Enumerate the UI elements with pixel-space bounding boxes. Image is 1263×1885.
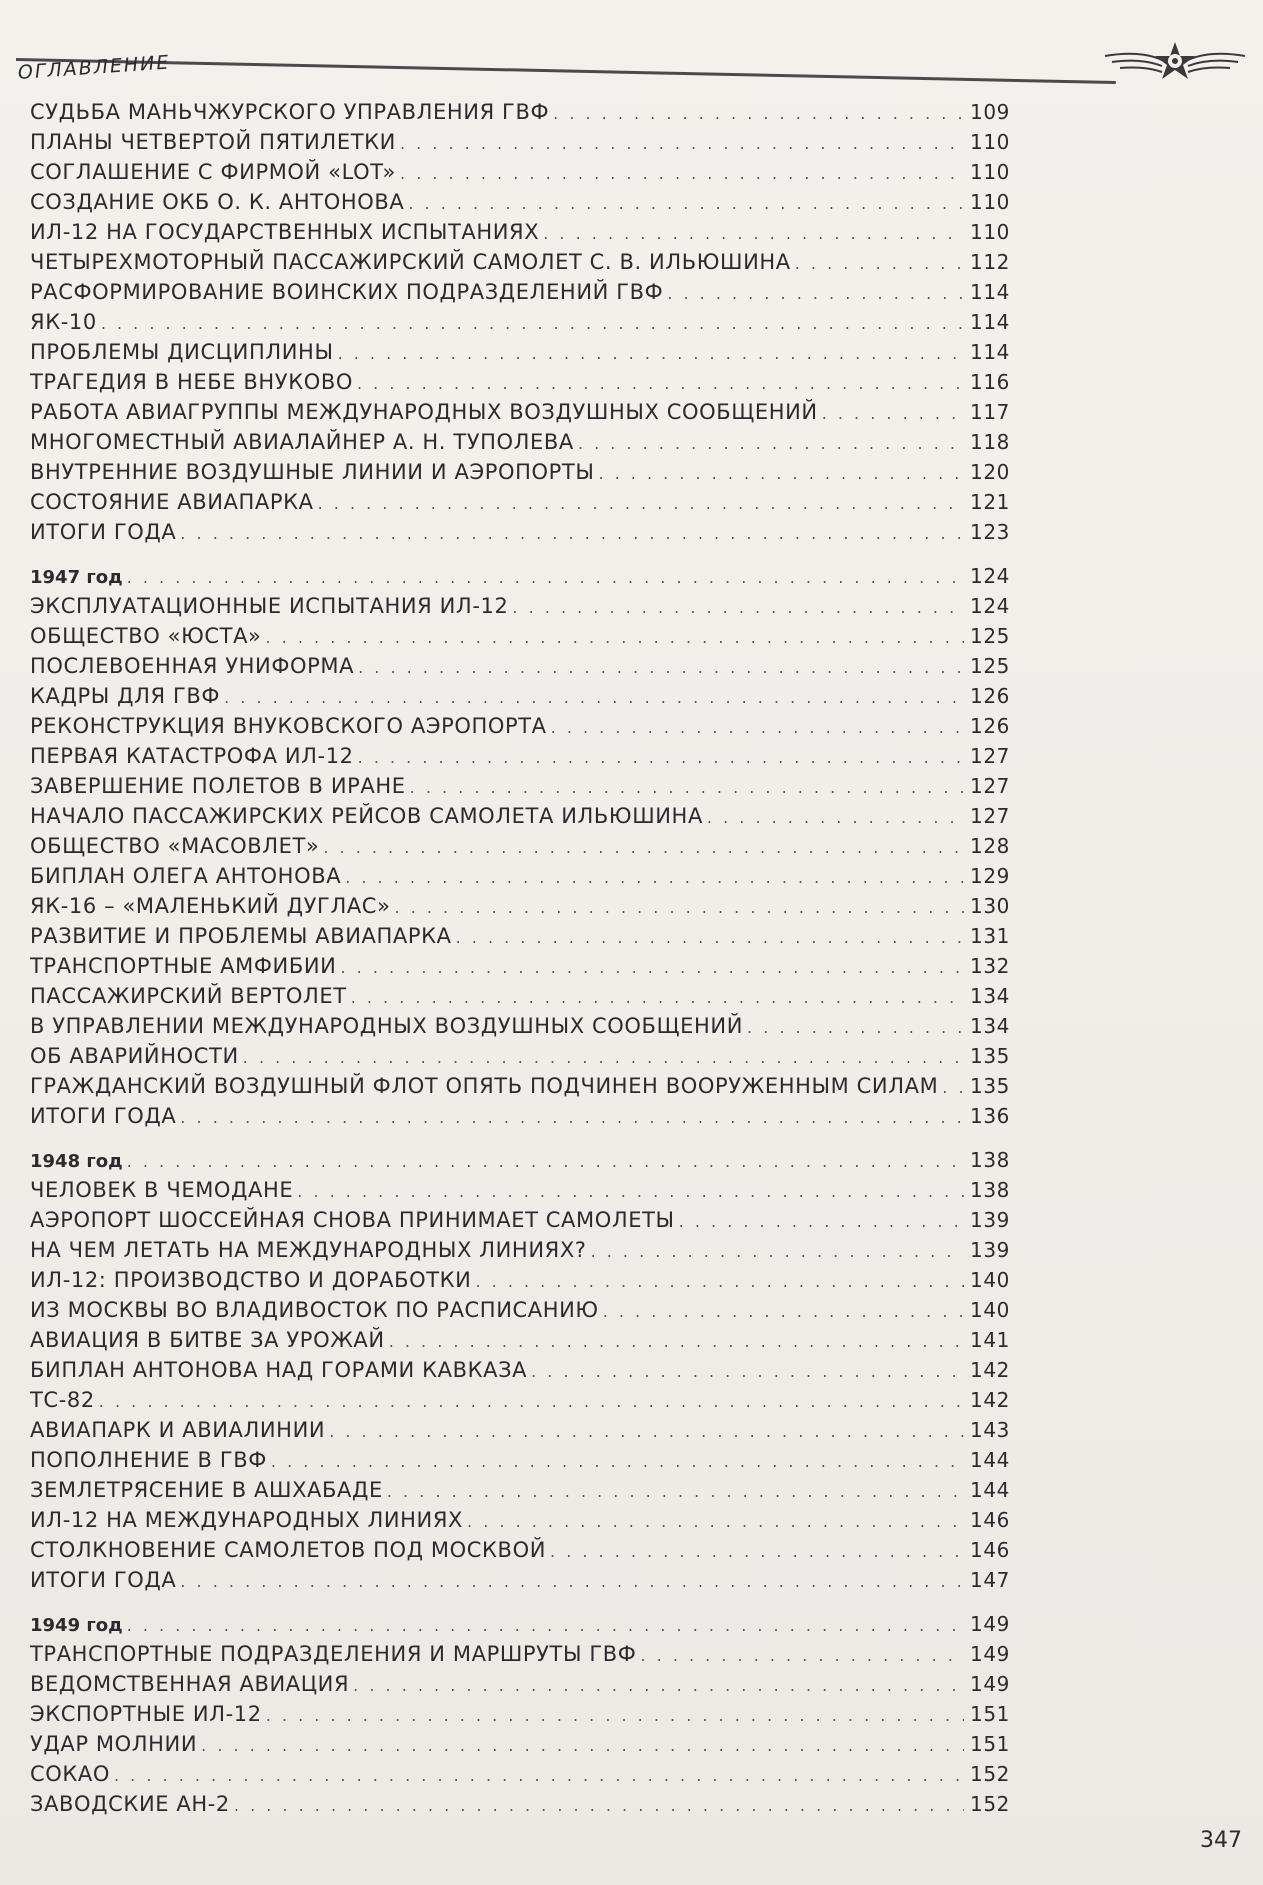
toc-entry-page: 139: [970, 1208, 1010, 1232]
toc-entry-title: ИЗ МОСКВЫ ВО ВЛАДИВОСТОК ПО РАСПИСАНИЮ: [30, 1298, 599, 1322]
toc-entry-page: 126: [970, 684, 1010, 708]
dot-leader: [127, 1152, 964, 1171]
toc-entry-title: 1947 год: [30, 567, 123, 588]
year-heading: [30, 564, 1010, 594]
toc-entry-page: 114: [970, 340, 1010, 364]
dot-leader: [395, 898, 964, 917]
toc-entry-page: 126: [970, 714, 1010, 738]
toc-entry: [30, 280, 1010, 310]
dot-leader: [266, 1706, 964, 1725]
toc-entry-title: ГРАЖДАНСКИЙ ВОЗДУШНЫЙ ФЛОТ ОПЯТЬ ПОДЧИНЕН ВООРУЖЕННЫМ СИЛАМ: [30, 1074, 939, 1098]
toc-entry-title: ПЕРВАЯ КАТАСТРОФА ИЛ-12: [30, 744, 354, 768]
dot-leader: [543, 224, 964, 243]
toc-entry-title: НАЧАЛО ПАССАЖИРСКИХ РЕЙСОВ САМОЛЕТА ИЛЬЮШИНА: [30, 804, 703, 828]
dot-leader: [358, 658, 964, 677]
toc-entry: [30, 400, 1010, 430]
toc-entry-title: СОГЛАШЕНИЕ С ФИРМОЙ «LOT»: [30, 160, 397, 184]
toc-entry-title: ТРАГЕДИЯ В НЕБЕ ВНУКОВО: [30, 370, 353, 394]
toc-entry-title: 1948 год: [30, 1151, 123, 1172]
toc-entry-page: 147: [970, 1568, 1010, 1592]
toc-entry-page: 127: [970, 774, 1010, 798]
toc-entry-page: 151: [970, 1732, 1010, 1756]
toc-entry-title: НА ЧЕМ ЛЕТАТЬ НА МЕЖДУНАРОДНЫХ ЛИНИЯХ?: [30, 1238, 587, 1262]
toc-entry-title: УДАР МОЛНИИ: [30, 1732, 198, 1756]
toc-entry-page: 144: [970, 1478, 1010, 1502]
toc-entry: [30, 310, 1010, 340]
toc-entry-page: 139: [970, 1238, 1010, 1262]
toc-entry-title: ВНУТРЕННИЕ ВОЗДУШНЫЕ ЛИНИИ И АЭРОПОРТЫ: [30, 460, 595, 484]
toc-entry-page: 151: [970, 1702, 1010, 1726]
toc-entry: [30, 1478, 1010, 1508]
toc-entry-title: ТС-82: [30, 1388, 95, 1412]
toc-entry-page: 149: [970, 1642, 1010, 1666]
toc-entry-title: ЯК-10: [30, 310, 97, 334]
toc-entry-title: ИЛ-12 НА ГОСУДАРСТВЕННЫХ ИСПЫТАНИЯХ: [30, 220, 540, 244]
dot-leader: [180, 1108, 964, 1127]
dot-leader: [351, 988, 964, 1007]
toc-entry: [30, 190, 1010, 220]
toc-entry-page: 146: [970, 1508, 1010, 1532]
dot-leader: [338, 344, 964, 363]
toc-entry: [30, 1508, 1010, 1538]
dot-leader: [99, 1392, 964, 1411]
toc-entry-page: 130: [970, 894, 1010, 918]
toc-entry: [30, 1672, 1010, 1702]
dot-leader: [357, 374, 964, 393]
toc-entry-title: ИТОГИ ГОДА: [30, 1104, 177, 1128]
toc-entry-page: 146: [970, 1538, 1010, 1562]
toc-entry-title: БИПЛАН АНТОНОВА НАД ГОРАМИ КАВКАЗА: [30, 1358, 528, 1382]
toc-entry: [30, 744, 1010, 774]
toc-entry-page: 142: [970, 1358, 1010, 1382]
toc-entry: [30, 1792, 1010, 1822]
dot-leader: [329, 1422, 964, 1441]
toc-entry-page: 144: [970, 1448, 1010, 1472]
toc-entry-page: 149: [970, 1672, 1010, 1696]
toc-entry-title: ОБЩЕСТВО «МАСОВЛЕТ»: [30, 834, 320, 858]
dot-leader: [340, 958, 964, 977]
toc-entry: [30, 594, 1010, 624]
toc-entry: [30, 340, 1010, 370]
dot-leader: [180, 524, 964, 543]
toc-entry-title: ИЛ-12 НА МЕЖДУНАРОДНЫХ ЛИНИЯХ: [30, 1508, 464, 1532]
toc-entry-page: 127: [970, 744, 1010, 768]
toc-entry-page: 128: [970, 834, 1010, 858]
toc-entry: [30, 834, 1010, 864]
dot-leader: [942, 1078, 964, 1097]
toc-entry-title: ИЛ-12: ПРОИЗВОДСТВО И ДОРАБОТКИ: [30, 1268, 472, 1292]
dot-leader: [667, 284, 964, 303]
toc-entry-page: 127: [970, 804, 1010, 828]
toc-entry-page: 124: [970, 594, 1010, 618]
dot-leader: [512, 598, 964, 617]
toc-entry: [30, 370, 1010, 400]
winged-star-emblem-icon: [1100, 34, 1250, 94]
toc-entry: [30, 1074, 1010, 1104]
toc-entry-title: ИТОГИ ГОДА: [30, 1568, 177, 1592]
toc-entry: [30, 1044, 1010, 1074]
toc-entry-title: ОБЩЕСТВО «ЮСТА»: [30, 624, 262, 648]
toc-entry-title: ПРОБЛЕМЫ ДИСЦИПЛИНЫ: [30, 340, 334, 364]
dot-leader: [323, 838, 964, 857]
dot-leader: [243, 1048, 964, 1067]
toc-entry-title: 1949 год: [30, 1615, 123, 1636]
toc-entry-page: 110: [970, 160, 1010, 184]
toc-entry-page: 121: [970, 490, 1010, 514]
toc-entry-page: 114: [970, 310, 1010, 334]
toc-entry-page: 110: [970, 190, 1010, 214]
dot-leader: [271, 1452, 964, 1471]
table-of-contents: [30, 100, 1010, 1822]
toc-entry: [30, 624, 1010, 654]
toc-entry-page: 118: [970, 430, 1010, 454]
toc-entry: [30, 804, 1010, 834]
toc-entry: [30, 1448, 1010, 1478]
toc-entry-title: ЧЕТЫРЕХМОТОРНЫЙ ПАССАЖИРСКИЙ САМОЛЕТ С. В. ИЛЬЮШИНА: [30, 250, 791, 274]
toc-entry-page: 124: [970, 564, 1010, 588]
toc-entry: [30, 1328, 1010, 1358]
toc-entry-title: СОКАО: [30, 1762, 110, 1786]
dot-leader: [387, 1482, 964, 1501]
toc-entry: [30, 954, 1010, 984]
toc-entry: [30, 520, 1010, 550]
toc-entry: [30, 1268, 1010, 1298]
toc-entry: [30, 864, 1010, 894]
section-gap: [30, 550, 1010, 564]
section-gap: [30, 1134, 1010, 1148]
toc-entry-page: 125: [970, 654, 1010, 678]
toc-entry: [30, 430, 1010, 460]
toc-entry-title: СТОЛКНОВЕНИЕ САМОЛЕТОВ ПОД МОСКВОЙ: [30, 1538, 547, 1562]
toc-entry: [30, 1178, 1010, 1208]
toc-entry-page: 120: [970, 460, 1010, 484]
dot-leader: [297, 1182, 964, 1201]
dot-leader: [127, 568, 964, 587]
toc-entry-title: РАБОТА АВИАГРУППЫ МЕЖДУНАРОДНЫХ ВОЗДУШНЫХ СООБЩЕНИЙ: [30, 400, 818, 424]
section-gap: [30, 1598, 1010, 1612]
toc-entry-title: ИТОГИ ГОДА: [30, 520, 177, 544]
toc-entry-page: 152: [970, 1762, 1010, 1786]
toc-entry-page: 142: [970, 1388, 1010, 1412]
year-heading: [30, 1148, 1010, 1178]
dot-leader: [591, 1242, 964, 1261]
toc-entry: [30, 1568, 1010, 1598]
dot-leader: [410, 778, 964, 797]
toc-entry-page: 131: [970, 924, 1010, 948]
dot-leader: [822, 404, 964, 423]
dot-leader: [266, 628, 965, 647]
dot-leader: [531, 1362, 964, 1381]
toc-entry: [30, 714, 1010, 744]
dot-leader: [400, 164, 964, 183]
dot-leader: [551, 718, 964, 737]
dot-leader: [224, 688, 964, 707]
toc-entry-title: АВИАПАРК И АВИАЛИНИИ: [30, 1418, 326, 1442]
dot-leader: [408, 194, 964, 213]
toc-entry-title: ЯК-16 – «МАЛЕНЬКИЙ ДУГЛАС»: [30, 894, 391, 918]
toc-entry: [30, 684, 1010, 714]
toc-entry: [30, 130, 1010, 160]
toc-entry-page: 135: [970, 1044, 1010, 1068]
dot-leader: [640, 1646, 964, 1665]
toc-entry-page: 132: [970, 954, 1010, 978]
dot-leader: [400, 134, 964, 153]
toc-entry-title: ЧЕЛОВЕК В ЧЕМОДАНЕ: [30, 1178, 294, 1202]
toc-entry-title: ПОПОЛНЕНИЕ В ГВФ: [30, 1448, 267, 1472]
dot-leader: [553, 104, 964, 123]
toc-entry-page: 138: [970, 1178, 1010, 1202]
toc-entry: [30, 924, 1010, 954]
dot-leader: [353, 1676, 964, 1695]
toc-entry: [30, 1298, 1010, 1328]
toc-entry-title: АЭРОПОРТ ШОССЕЙНАЯ СНОВА ПРИНИМАЕТ САМОЛЕТЫ: [30, 1208, 675, 1232]
toc-entry: [30, 1418, 1010, 1448]
dot-leader: [679, 1212, 964, 1231]
dot-leader: [318, 494, 964, 513]
toc-entry-title: АВИАЦИЯ В БИТВЕ ЗА УРОЖАЙ: [30, 1328, 385, 1352]
toc-entry-page: 138: [970, 1148, 1010, 1172]
dot-leader: [101, 314, 964, 333]
toc-entry: [30, 1388, 1010, 1418]
toc-entry: [30, 1538, 1010, 1568]
toc-entry-page: 110: [970, 130, 1010, 154]
toc-entry: [30, 160, 1010, 190]
dot-leader: [747, 1018, 964, 1037]
toc-entry: [30, 984, 1010, 1014]
toc-entry-page: 112: [970, 250, 1010, 274]
toc-entry-title: СУДЬБА МАНЬЧЖУРСКОГО УПРАВЛЕНИЯ ГВФ: [30, 100, 550, 124]
toc-entry: [30, 1702, 1010, 1732]
toc-entry: [30, 1238, 1010, 1268]
dot-leader: [603, 1302, 964, 1321]
dot-leader: [201, 1736, 964, 1755]
toc-entry-title: РЕКОНСТРУКЦИЯ ВНУКОВСКОГО АЭРОПОРТА: [30, 714, 547, 738]
toc-entry: [30, 460, 1010, 490]
dot-leader: [467, 1512, 964, 1531]
dot-leader: [578, 434, 964, 453]
dot-leader: [358, 748, 964, 767]
toc-entry-title: СОСТОЯНИЕ АВИАПАРКА: [30, 490, 314, 514]
toc-entry-page: 116: [970, 370, 1010, 394]
toc-entry: [30, 1732, 1010, 1762]
toc-entry-title: ЭКСПОРТНЫЕ ИЛ-12: [30, 1702, 262, 1726]
page-number: 347: [1200, 1828, 1242, 1853]
dot-leader: [598, 464, 964, 483]
toc-entry-page: 136: [970, 1104, 1010, 1128]
toc-entry: [30, 1642, 1010, 1672]
toc-entry: [30, 220, 1010, 250]
toc-entry-page: 141: [970, 1328, 1010, 1352]
dot-leader: [795, 254, 964, 273]
toc-entry: [30, 774, 1010, 804]
toc-entry-title: БИПЛАН ОЛЕГА АНТОНОВА: [30, 864, 342, 888]
toc-entry-title: РАСФОРМИРОВАНИЕ ВОИНСКИХ ПОДРАЗДЕЛЕНИЙ ГВФ: [30, 280, 664, 304]
toc-entry-page: 117: [970, 400, 1010, 424]
toc-entry: [30, 1762, 1010, 1792]
page-header-title: ОГЛАВЛЕНИЕ: [17, 51, 172, 84]
toc-entry: [30, 894, 1010, 924]
toc-entry-title: ВЕДОМСТВЕННАЯ АВИАЦИЯ: [30, 1672, 350, 1696]
toc-entry-title: ТРАНСПОРТНЫЕ ПОДРАЗДЕЛЕНИЯ И МАРШРУТЫ ГВФ: [30, 1642, 637, 1666]
toc-entry-title: ЭКСПЛУАТАЦИОННЫЕ ИСПЫТАНИЯ ИЛ-12: [30, 594, 509, 618]
toc-entry: [30, 654, 1010, 684]
toc-entry-page: 125: [970, 624, 1010, 648]
dot-leader: [550, 1542, 964, 1561]
toc-entry-title: МНОГОМЕСТНЫЙ АВИАЛАЙНЕР А. Н. ТУПОЛЕВА: [30, 430, 574, 454]
toc-entry-page: 123: [970, 520, 1010, 544]
toc-entry: [30, 1014, 1010, 1044]
toc-entry-title: РАЗВИТИЕ И ПРОБЛЕМЫ АВИАПАРКА: [30, 924, 452, 948]
dot-leader: [475, 1272, 964, 1291]
toc-entry-page: 109: [970, 100, 1010, 124]
year-heading: [30, 1612, 1010, 1642]
dot-leader: [180, 1572, 964, 1591]
toc-entry-title: ОБ АВАРИЙНОСТИ: [30, 1044, 239, 1068]
toc-entry-page: 134: [970, 984, 1010, 1008]
toc-entry-title: ПОСЛЕВОЕННАЯ УНИФОРМА: [30, 654, 355, 678]
dot-leader: [389, 1332, 964, 1351]
toc-entry: [30, 1104, 1010, 1134]
toc-entry-title: ТРАНСПОРТНЫЕ АМФИБИИ: [30, 954, 337, 978]
toc-entry-page: 140: [970, 1268, 1010, 1292]
toc-entry-page: 149: [970, 1612, 1010, 1636]
dot-leader: [456, 928, 964, 947]
toc-entry-page: 152: [970, 1792, 1010, 1816]
toc-entry-page: 143: [970, 1418, 1010, 1442]
dot-leader: [345, 868, 964, 887]
toc-entry: [30, 1358, 1010, 1388]
dot-leader: [234, 1796, 964, 1815]
dot-leader: [114, 1766, 964, 1785]
toc-entry: [30, 250, 1010, 280]
toc-entry-page: 114: [970, 280, 1010, 304]
toc-entry-title: В УПРАВЛЕНИИ МЕЖДУНАРОДНЫХ ВОЗДУШНЫХ СООБЩЕНИЙ: [30, 1014, 744, 1038]
toc-entry-page: 129: [970, 864, 1010, 888]
toc-entry: [30, 100, 1010, 130]
toc-entry-title: ПЛАНЫ ЧЕТВЕРТОЙ ПЯТИЛЕТКИ: [30, 130, 396, 154]
toc-entry-page: 135: [970, 1074, 1010, 1098]
toc-entry-page: 140: [970, 1298, 1010, 1322]
toc-entry: [30, 490, 1010, 520]
toc-entry-title: КАДРЫ ДЛЯ ГВФ: [30, 684, 221, 708]
dot-leader: [127, 1616, 964, 1635]
toc-entry-title: ПАССАЖИРСКИЙ ВЕРТОЛЕТ: [30, 984, 347, 1008]
toc-entry-page: 134: [970, 1014, 1010, 1038]
toc-entry-title: ЗАВЕРШЕНИЕ ПОЛЕТОВ В ИРАНЕ: [30, 774, 406, 798]
toc-entry-title: СОЗДАНИЕ ОКБ О. К. АНТОНОВА: [30, 190, 405, 214]
toc-entry-title: ЗЕМЛЕТРЯСЕНИЕ В АШХАБАДЕ: [30, 1478, 383, 1502]
header-rule: [16, 58, 1116, 84]
toc-entry-title: ЗАВОДСКИЕ АН-2: [30, 1792, 230, 1816]
toc-entry: [30, 1208, 1010, 1238]
dot-leader: [707, 808, 964, 827]
toc-entry-page: 110: [970, 220, 1010, 244]
